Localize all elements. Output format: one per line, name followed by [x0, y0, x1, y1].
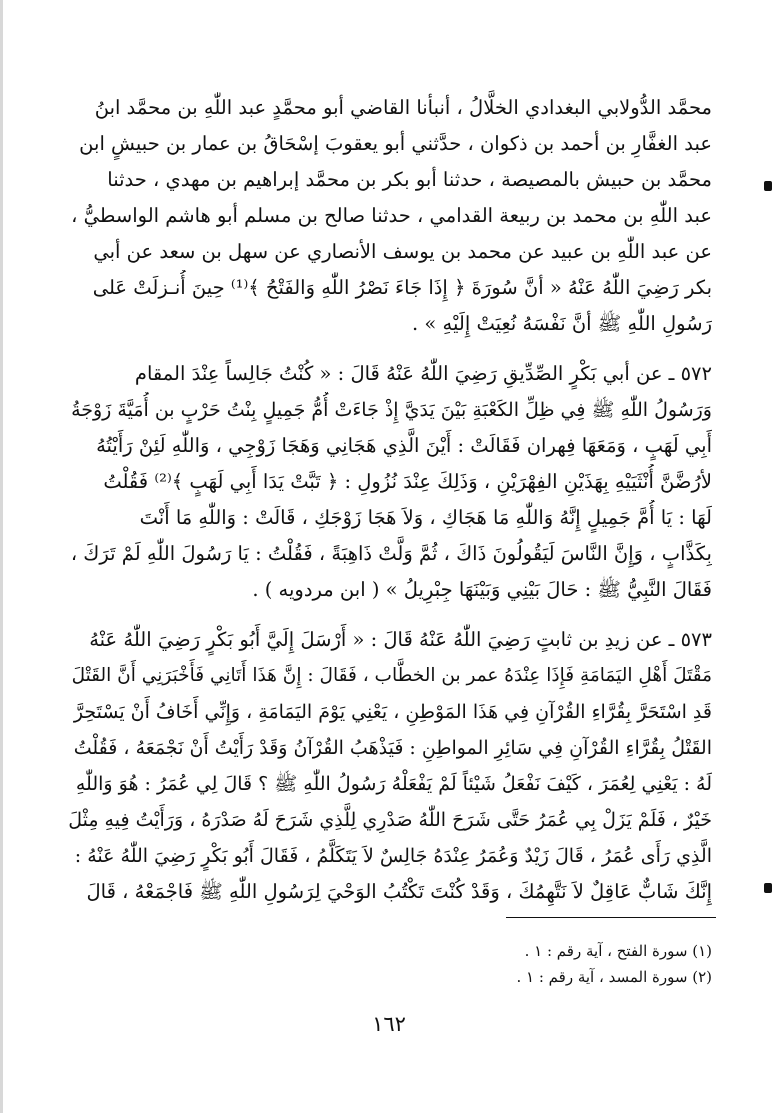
- text-line: الَّذِي رَأَى عُمَرُ ، قَالَ زَيْدٌ وَعُمَرُ عِنْدَهُ جَالِسٌ لاَ يَتَكَلَّمُ ، فَقَالَ أَبُو بَكْرٍ رَضِيَ اللّٰهُ عَنْهُ :: [74, 845, 712, 867]
- text-line: محمَّد بن حبيش بالمصيصة ، حدثنا أبو بكر بن محمَّد إبراهيم بن مهدي ، حدثنا: [107, 168, 712, 191]
- scan-edge: [0, 0, 3, 1113]
- text-line: فَقَالَ النَّبِيُّ ﷺ : حَالَ بَيْنِي وَبَيْنَهَا جِبْرِيلُ » ( ابن مردويه ) .: [252, 578, 712, 601]
- footnotes: [312, 938, 712, 990]
- footnote-divider: [506, 917, 716, 918]
- paragraph-1: [62, 90, 712, 342]
- text-line: رَسُولِ اللّٰهِ ﷺ أنَّ نَفْسَهُ نُعِيَتْ إِلَيْهِ » .: [412, 312, 712, 335]
- text-line: مَقْتَلَ أَهْلِ اليَمَامَةِ فَإِذَا عِنْدَهُ عمر بن الخطَّاب ، فَقَالَ : إِنَّ هَذَا أَتَانِي فَأَخْبَرَنِي أَنَّ القَتْلَ: [71, 665, 712, 686]
- paragraph-573: [62, 622, 712, 910]
- text-line: محمَّد الدُّولابي البغدادي الخلَّالُ ، أنبأنا القاضي أبو محمَّدٍ عبد اللّٰهِ بن محمَّد ابنُ: [94, 96, 712, 119]
- text-line: إِنَّكَ شَابٌّ عَاقِلٌ لاَ نَتَّهِمُكَ ، وَقَدْ كُنْتَ تَكْتُبُ الوَحْيَ لِرَسُولِ اللّٰهِ ﷺ فَاجْمَعْهُ ، قَالَ: [86, 880, 712, 903]
- footnote-1: (١) سورة الفتح ، آية رقم : ١ .: [524, 942, 712, 960]
- footnote-2: (٢) سورة المسد ، آية رقم : ١ .: [516, 968, 712, 986]
- text-line: خَيْرٌ ، فَلَمْ يَزَلْ بِي عُمَرُ حَتَّى شَرَحَ اللّٰهُ صَدْرِي لِلَّذِي شَرَحَ لَهُ صَدْرَهُ ، وَرَأَيْتُ فِيهِ مِثْلَ: [68, 809, 712, 831]
- text-line: لَهَا : يَا أُمَّ جَمِيلٍ إِنَّهُ وَاللّٰهِ مَا هَجَاكِ ، وَلاَ هَجَا زَوْجَكِ ، قَالَتْ : وَاللّٰهِ مَا أَنْتَ: [139, 506, 712, 529]
- text-line: قَدِ اسْتَحَرَّ بِقُرَّاءِ القُرْآنِ فِي هَذَا المَوْطِنِ ، يَعْنِي يَوْمَ اليَمَامَةِ ، وَإِنِّي أَخَافُ أَنْ يَسْتَحِرَّ: [73, 701, 712, 723]
- text-line: بكر رَضِيَ اللّٰهُ عَنْهُ « أنَّ سُورَةَ ﴿ إِذَا جَاءَ نَصْرُ اللّٰهِ وَالفَتْحُ ﴾⁽¹⁾ حِينَ أُنـزلَتْ عَلى: [92, 276, 712, 299]
- margin-mark: [764, 883, 772, 893]
- text-line: عبد اللّٰهِ بن محمد بن ربيعة القدامي ، حدثنا صالح بن مسلم أبو هاشم الواسطيُّ ،: [71, 204, 712, 227]
- text-line: لَهُ : يَعْنِي لِعُمَرَ ، كَيْفَ نَفْعَلُ شَيْئاً لَمْ يَفْعَلْهُ رَسُولُ اللّٰهِ ﷺ ؟ قَالَ لِي عُمَرُ : هُوَ وَاللّٰهِ: [75, 773, 712, 795]
- text-line: أَبِي لَهَبٍ ، وَمَعَهَا فِهران فَقَالَتْ : أَيْنَ الَّذِي هَجَانِي وَهَجَا زَوْجِي ، وَاللّٰهِ لَئِنْ رَأَيْتُهُ: [96, 434, 712, 457]
- text-line: وَرَسُولُ اللّٰهِ ﷺ فِي ظِلِّ الكَعْبَةِ بَيْنَ يَدَيَّ إِذْ جَاءَتْ أُمُّ جَمِيلٍ بِنْتُ حَرْبٍ بن أُمَيَّةَ زَوْجَةُ: [71, 399, 712, 421]
- text-line: لأرُضَّنَّ أُنْثَيَيْهِ بِهَذَيْنِ الفِهْرَيْنِ ، وَذَلِكَ عِنْدَ نُزُولِ : ﴿ تَبَّتْ يَدَا أَبِي لَهَبٍ ﴾⁽²⁾ فَقُلْتُ: [103, 470, 712, 493]
- text-line: عبد الغفَّارِ بن أحمد بن ذكوان ، حدَّثني أبو يعقوبَ إسْحَاقُ بن عمار بن حبيشٍ ابن: [79, 132, 712, 155]
- page-number: ١٦٢: [372, 1012, 406, 1036]
- paragraph-572: [62, 356, 712, 608]
- text-line: عن عبد اللّٰهِ بن عبيد عن محمد بن يوسف الأنصاري عن سهل بن سعد عن أبي: [93, 240, 712, 263]
- margin-mark: [764, 181, 772, 191]
- text-line: ٥٧٣ ـ عن زيدِ بن ثابتٍ رَضِيَ اللّٰهُ عَنْهُ قَالَ : « أَرْسَلَ إِلَيَّ أَبُو بَكْرٍ رَضِيَ اللّٰهُ عَنْهُ: [89, 628, 712, 651]
- main-text: [62, 90, 712, 910]
- text-line: بِكَذَّابٍ ، وَإِنَّ النَّاسَ لَيَقُولُونَ ذَاكَ ، ثُمَّ وَلَّتْ ذَاهِبَةً ، فَقُلْتُ : يَا رَسُولَ اللّٰهِ لَمْ تَرَكَ ،: [70, 542, 712, 565]
- text-line: ٥٧٢ ـ عن أبي بَكْرٍ الصِّدِّيقِ رَضِيَ اللّٰهُ عَنْهُ قَالَ : « كُنْتُ جَالِساً عِنْدَ المقام: [134, 362, 712, 385]
- text-line: القَتْلُ بِقُرَّاءِ القُرْآنِ فِي سَائِرِ المواطِنِ : فَيَذْهَبُ القُرْآنُ وَقَدْ رَأَيْتُ أَنْ نَجْمَعَهُ ، فَقُلْتُ: [73, 737, 712, 759]
